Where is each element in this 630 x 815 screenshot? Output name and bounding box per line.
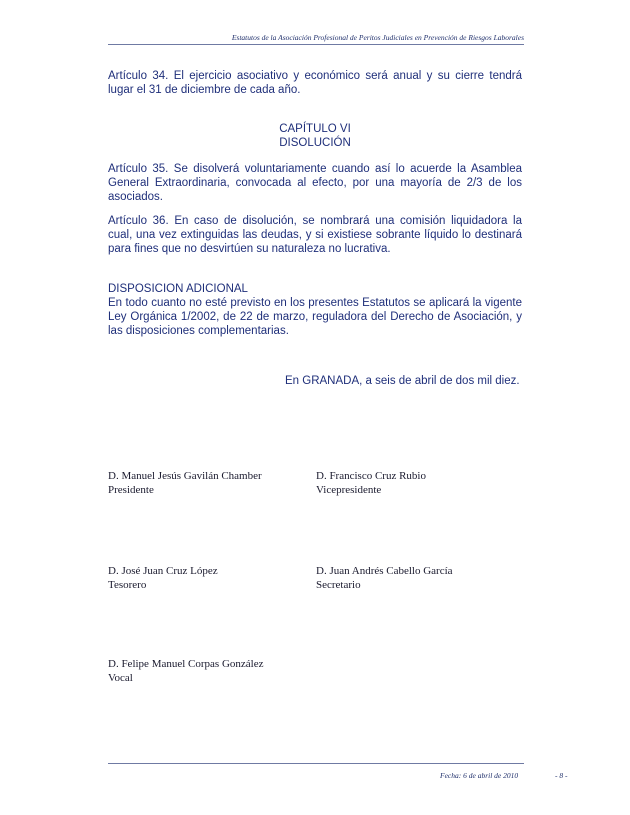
- chapter-title: CAPÍTULO VI: [279, 123, 351, 135]
- page-number: - 8 -: [555, 771, 568, 780]
- disposicion-text: En todo cuanto no esté previsto en los presentes Estatutos se aplicará la vigente Ley Orgánica 1/2002, de 22 de marzo, reguladora del Derecho de Asociación, y las disposiciones complementarias.: [108, 297, 522, 337]
- signatory-role: Vicepresidente: [316, 484, 382, 496]
- signature-block: [316, 469, 426, 497]
- chapter-subtitle: DISOLUCIÓN: [279, 137, 351, 149]
- footer-divider: [108, 763, 524, 764]
- signature-block: [108, 469, 262, 497]
- signatory-role: Vocal: [108, 672, 133, 684]
- signatory-role: Tesorero: [108, 579, 147, 591]
- signatory-name: D. Francisco Cruz Rubio: [316, 470, 426, 482]
- place-date: En GRANADA, a seis de abril de dos mil diez.: [285, 375, 520, 387]
- signatory-role: Presidente: [108, 484, 154, 496]
- header-divider: [108, 44, 524, 45]
- article-35: Artículo 35. Se disolverá voluntariamente cuando así lo acuerde la Asamblea General Extraordinaria, convocada al efecto, por una mayoría de 2/3 de los asociados.: [108, 163, 522, 203]
- signatory-name: D. José Juan Cruz López: [108, 565, 218, 577]
- article-34: Artículo 34. El ejercicio asociativo y económico será anual y su cierre tendrá lugar el 31 de diciembre de cada año.: [108, 70, 522, 96]
- signatory-name: D. Manuel Jesús Gavilán Chamber: [108, 470, 262, 482]
- signatory-name: D. Felipe Manuel Corpas González: [108, 658, 264, 670]
- chapter-heading: [108, 122, 522, 150]
- disposicion-title: DISPOSICION ADICIONAL: [108, 283, 248, 295]
- signatory-name: D. Juan Andrés Cabello García: [316, 565, 453, 577]
- signature-block: [108, 657, 263, 685]
- article-36: Artículo 36. En caso de disolución, se nombrará una comisión liquidadora la cual, una vez extinguidas las deudas, y si existiese sobrante líquido lo destinará para fines que no desvirtúen su naturaleza no lucrativa.: [108, 215, 522, 255]
- signature-block: [108, 564, 218, 592]
- running-header: Estatutos de la Asociación Profesional de Peritos Judiciales en Prevención de Riesgos Laborales: [231, 33, 524, 42]
- signatory-role: Secretario: [316, 579, 361, 591]
- signature-block: [316, 564, 453, 592]
- footer-date: Fecha: 6 de abril de 2010: [440, 771, 519, 780]
